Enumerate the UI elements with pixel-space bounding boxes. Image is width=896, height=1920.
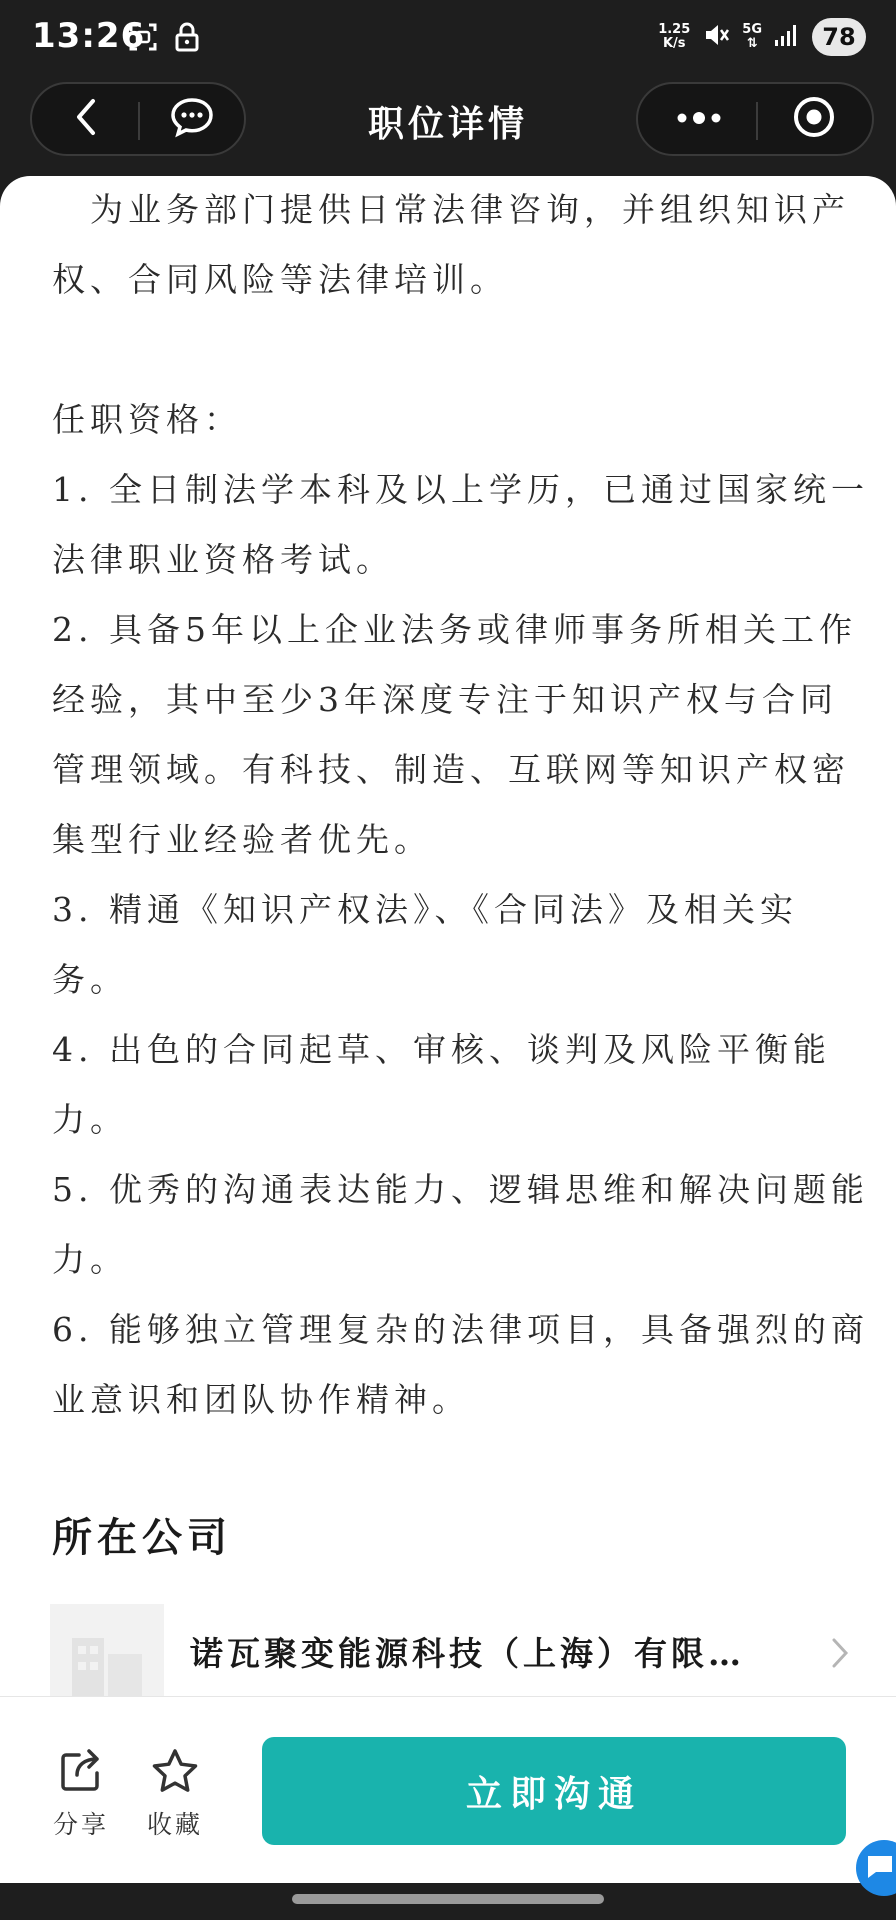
nav-right-capsule — [636, 82, 874, 156]
chat-now-button[interactable]: 立即沟通 — [262, 1737, 846, 1845]
mute-icon — [702, 21, 730, 53]
screen-record-icon — [128, 22, 158, 56]
more-dots-icon — [674, 110, 724, 129]
description-line: 力。 — [52, 1100, 128, 1139]
company-section-title: 所在公司 — [52, 1514, 232, 1561]
description-line: 权、合同风险等法律培训。 — [52, 260, 508, 299]
description-line: 5. 优秀的沟通表达能力、逻辑思维和解决问题能 — [52, 1170, 869, 1209]
description-line: 1. 全日制法学本科及以上学历，已通过国家统一 — [52, 470, 869, 509]
description-line: 2. 具备5年以上企业法务或律师事务所相关工作 — [52, 610, 857, 649]
page-title: 职位详情 — [367, 104, 528, 145]
company-name: 诺瓦聚变能源科技（上海）有限… — [190, 1634, 745, 1673]
description-line: 6. 能够独立管理复杂的法律项目，具备强烈的商 — [52, 1310, 869, 1349]
lock-icon — [174, 22, 200, 56]
battery-indicator: 78 — [812, 18, 866, 56]
share-label: 分享 — [52, 1810, 109, 1839]
favorite-button[interactable] — [140, 1747, 210, 1841]
share-icon — [57, 1780, 105, 1799]
job-detail-content[interactable] — [0, 176, 896, 1696]
status-time: 13:26 — [32, 16, 146, 56]
description-line: 务。 — [52, 960, 128, 999]
share-button[interactable] — [46, 1747, 116, 1841]
favorite-label: 收藏 — [146, 1810, 203, 1839]
description-line: 4. 出色的合同起草、审核、谈判及风险平衡能 — [52, 1030, 831, 1069]
description-line: 管理领域。有科技、制造、互联网等知识产权密 — [52, 750, 850, 789]
description-line: 经验，其中至少3年深度专注于知识产权与合同 — [52, 680, 838, 719]
close-miniprogram-button[interactable] — [760, 84, 868, 154]
chevron-right-icon — [830, 1636, 850, 1674]
description-line: 业意识和团队协作精神。 — [52, 1380, 470, 1419]
nav-bar — [0, 78, 896, 178]
qualifications-heading: 任职资格： — [52, 400, 242, 439]
status-right — [658, 18, 866, 56]
nav-right-divider — [756, 102, 758, 140]
network-label: 5G — [742, 22, 762, 37]
status-bar — [0, 0, 896, 78]
description-line: 3. 精通《知识产权法》、《合同法》及相关实 — [52, 890, 798, 929]
star-icon — [150, 1780, 200, 1799]
net-speed — [658, 23, 690, 51]
more-button[interactable] — [644, 84, 754, 154]
network-type: 5G ⇅ — [742, 22, 762, 51]
description-line: 法律职业资格考试。 — [52, 540, 394, 579]
home-indicator[interactable] — [292, 1894, 604, 1904]
floating-chat-button[interactable] — [856, 1840, 896, 1896]
net-speed-value: 1.25 — [658, 22, 691, 37]
description-line: 力。 — [52, 1240, 128, 1279]
description-line: 集型行业经验者优先。 — [52, 820, 432, 859]
net-speed-unit: K/s — [662, 36, 686, 51]
company-logo — [50, 1604, 164, 1696]
signal-icon — [774, 23, 800, 51]
chat-bubble-icon — [856, 1873, 896, 1892]
status-left-icons — [128, 22, 200, 56]
target-circle-icon — [792, 95, 836, 143]
company-card[interactable] — [50, 1604, 850, 1696]
description-line: 为业务部门提供日常法律咨询，并组织知识产 — [52, 190, 850, 229]
bottom-action-bar — [0, 1696, 896, 1883]
